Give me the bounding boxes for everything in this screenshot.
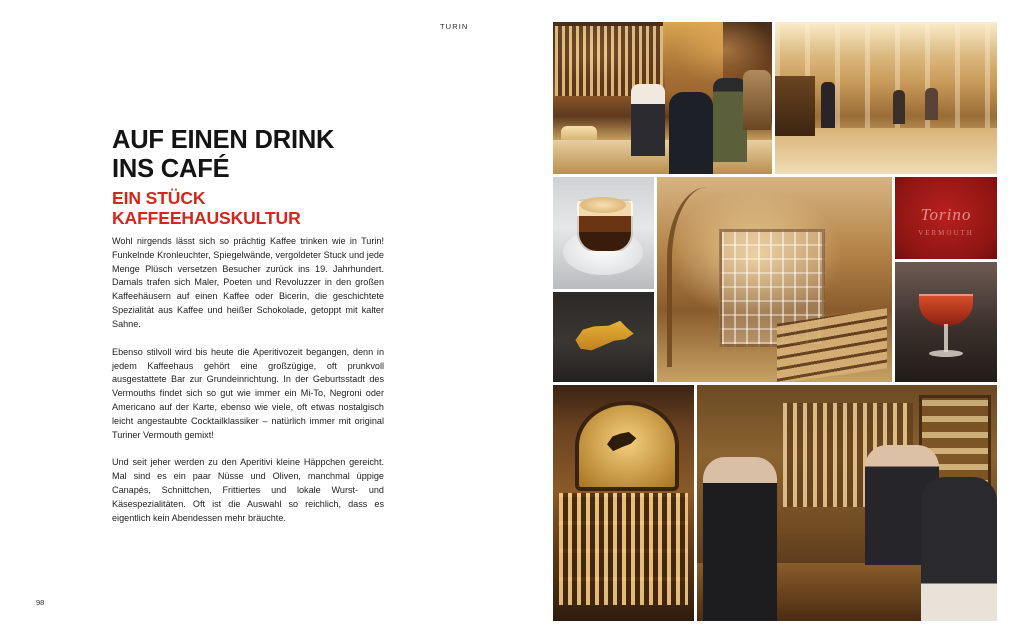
label-script-text: Torino (920, 205, 972, 224)
photo-bartenders-at-work (697, 385, 997, 621)
paragraph-2: Ebenso stilvoll wird bis heute die Aperitivozeit begangen, denn in jedem Kaffeehaus gehört eine großzügige, oft prunkvoll ausgestattete Bar zur Grundeinrichtung. In der Geburtsstadt des Vermouths findet sich so gut wie immer ein Mi-To, Negroni oder Americano auf der Karte, ebenso wie viele, oft etwas nostalgisch leicht angestaubte Cocktailklassiker – natürlich immer mit original Turiner Vermouth gemixt! (112, 346, 384, 440)
paragraph-1: Wohl nirgends lässt sich so prächtig Kaffee trinken wie in Turin! Funkelnde Kronleuchter, Spiegelwände, vergoldeter Stuck und jede Menge Plüsch versetzen Besucher zurück ins 19. Jahrhundert. Damals trafen sich Maler, Poeten und Revoluzzer in den großen Kaffeehäusern auf einen Kaffee oder Bicerin, die geschichtete Spezialität aus Kaffee und heißer Schokolade, getoppt mit kalter Sahne. (112, 236, 384, 329)
photo-grid (553, 22, 997, 621)
photo-bar-counter-guests (553, 22, 772, 174)
page-title (112, 126, 412, 229)
photo-spiral-staircase (657, 177, 892, 382)
photo-golden-bull-mosaic (553, 292, 654, 382)
subhead-line-1: EIN STÜCK (112, 188, 206, 209)
photo-vintage-bar-cabinet (553, 385, 694, 621)
headline-line-1: AUF EINEN DRINK (112, 126, 335, 154)
photo-torino-red-label (895, 177, 997, 259)
headline-main (112, 126, 412, 183)
photo-bicerin-coffee-cup (553, 177, 654, 289)
article-body (112, 235, 384, 525)
page-number: 98 (36, 598, 45, 607)
headline-subhead (112, 189, 412, 229)
subhead-line-2: KAFFEEHAUSKULTUR (112, 207, 301, 228)
label-sub-text: VERMOUTH (918, 229, 974, 237)
photo-cafe-interior-hall (775, 22, 997, 174)
paragraph-3: Und seit jeher werden zu den Aperitivi kleine Häppchen gereicht. Mal sind es ein paar Nüsse und Oliven, manchmal üppige Canapés, Schnittchen, Frittiertes und lokale Wurst- und Käsespezialitäten. Oft ist die Auswahl so reichlich, dass es eigentlich kein Abendessen mehr bräuchte. (112, 457, 384, 523)
photo-cocktail-coupe-glass (895, 262, 997, 382)
running-head: TURIN (440, 22, 469, 31)
headline-line-2: INS CAFÉ (112, 154, 230, 183)
